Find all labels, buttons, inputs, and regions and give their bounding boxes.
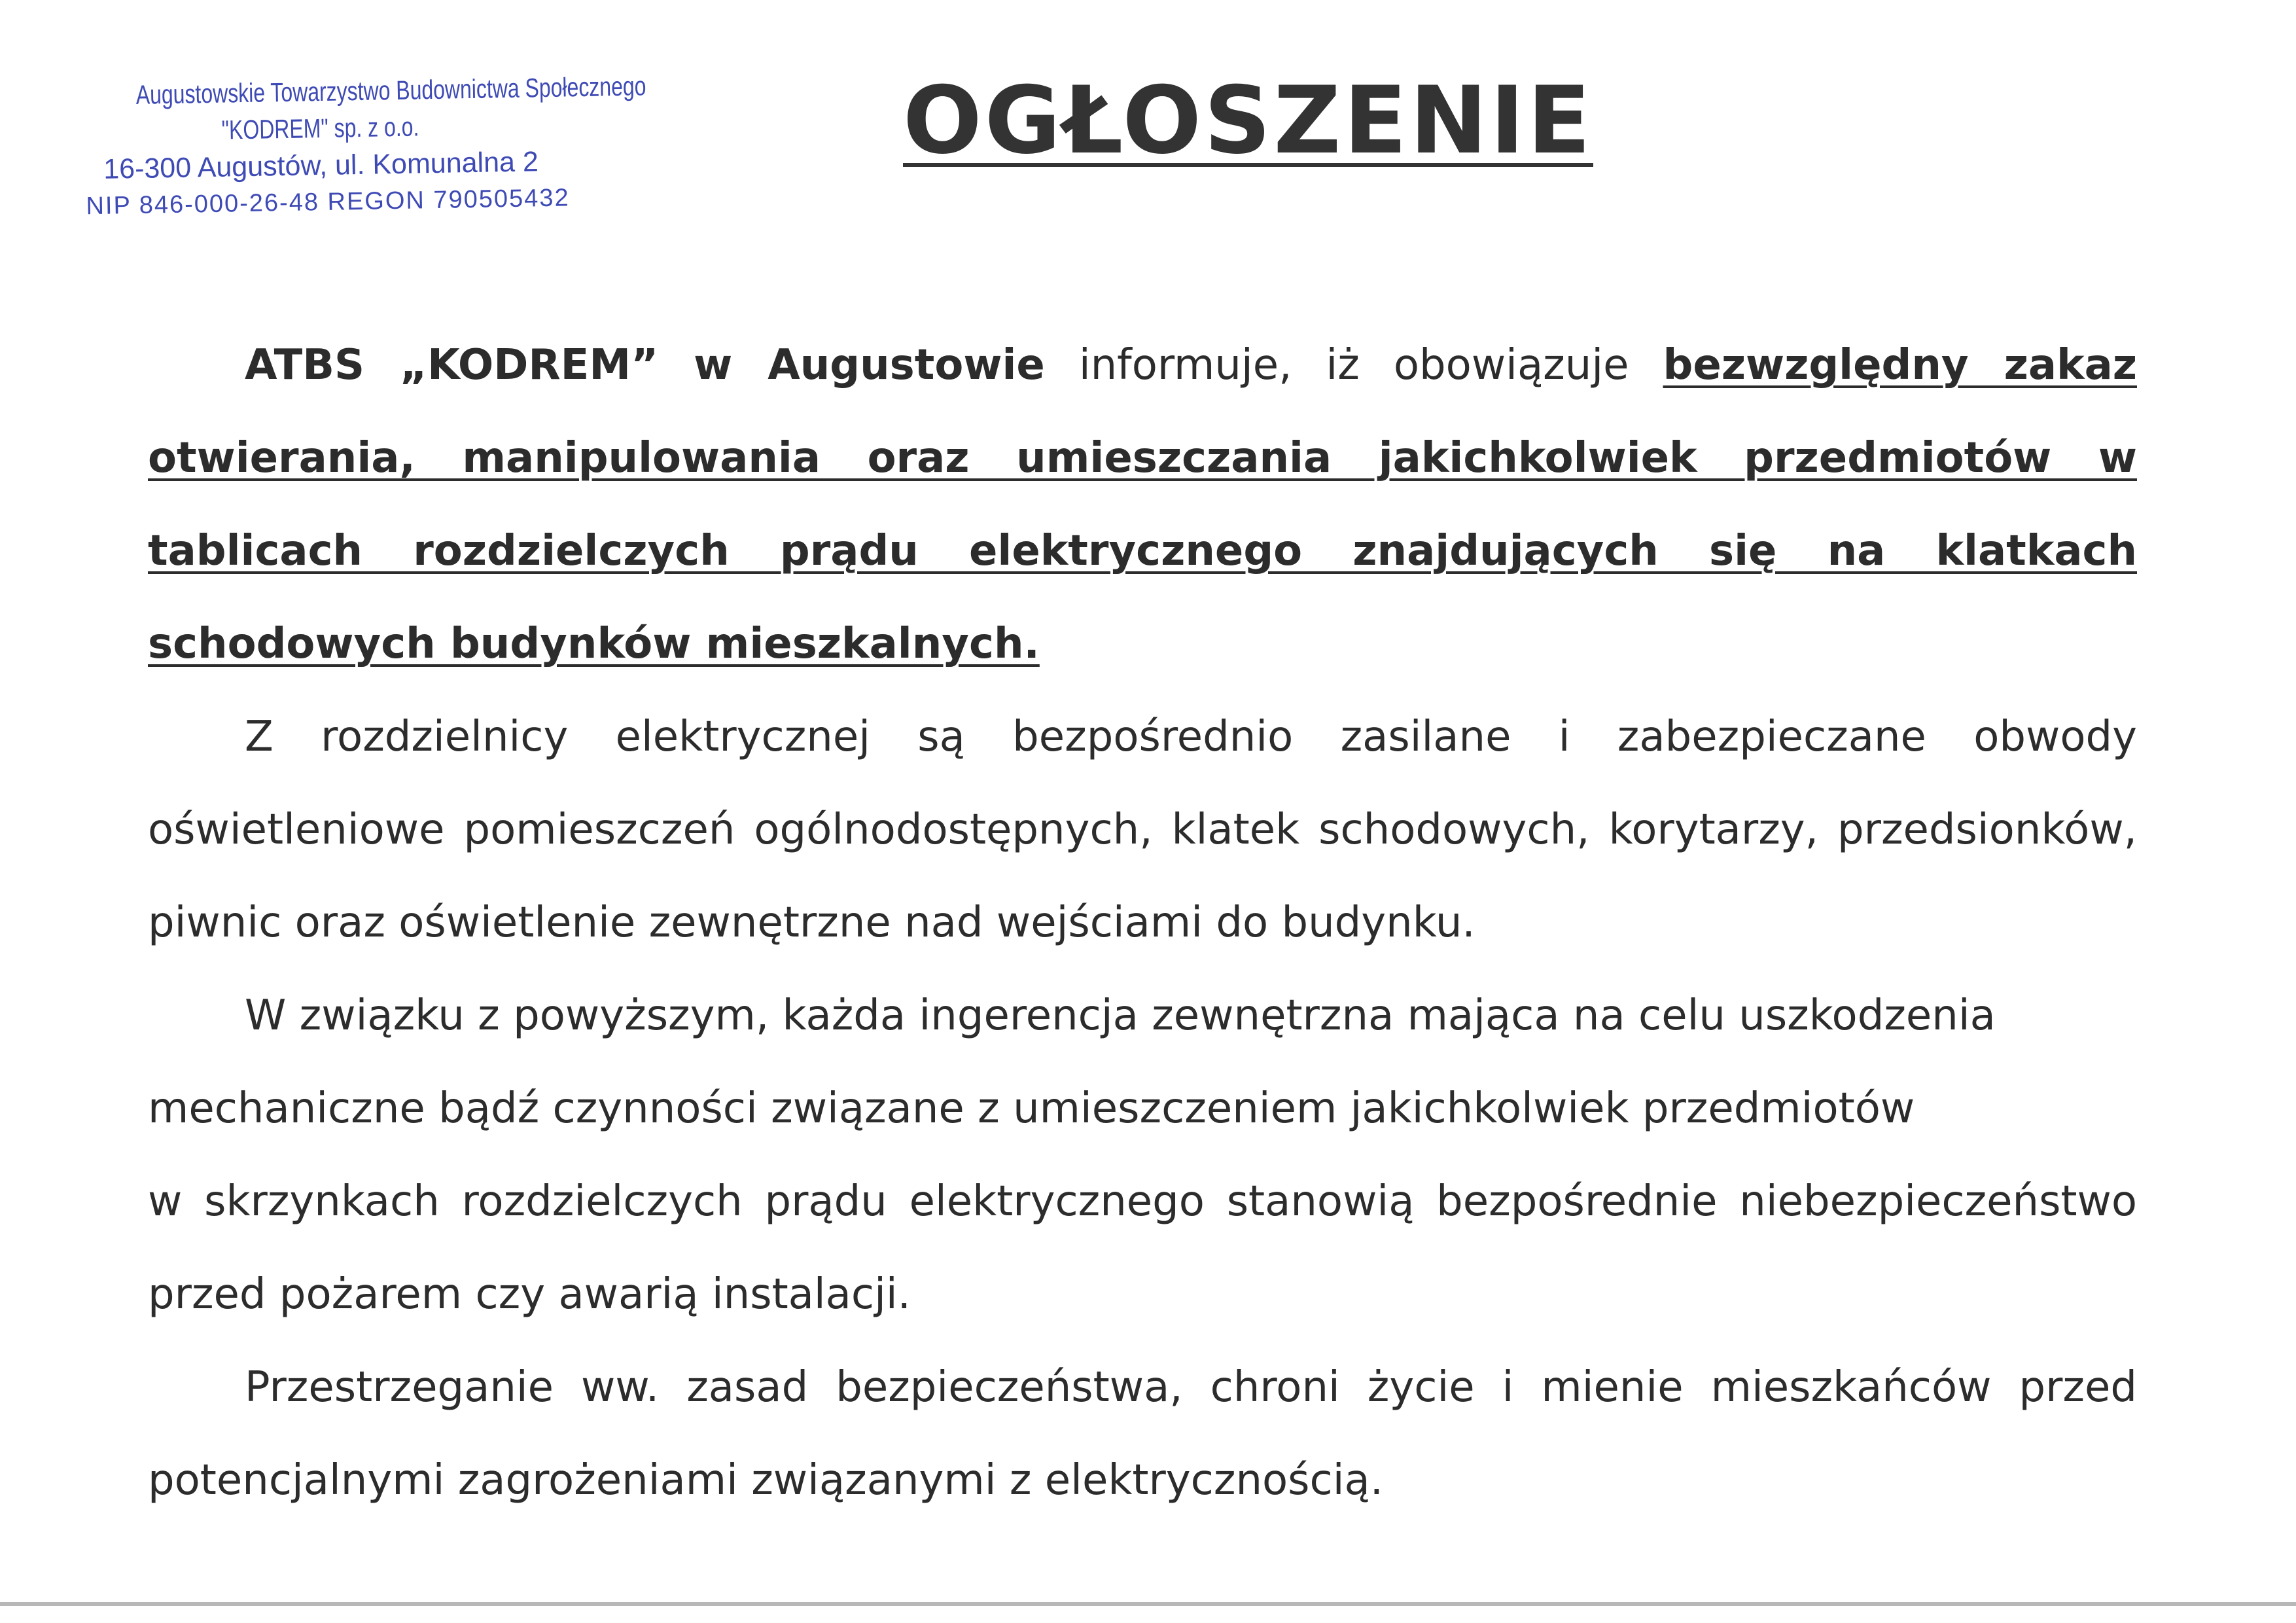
paragraph-danger-part2: w skrzynkach rozdzielczych prądu elektrycznego stanowią bezpośrednie niebezpieczeństwo przed pożarem czy awarią instalacji. [148, 1177, 2137, 1319]
scan-edge-divider [0, 1602, 2296, 1606]
stamp-address: 16-300 Augustów, ul. Komunalna 2 [103, 146, 539, 185]
announcement-body [148, 319, 2137, 1527]
organization-name: ATBS „KODREM” w Augustowie [245, 341, 1045, 389]
company-stamp [84, 69, 646, 224]
stamp-tax-ids: NIP 846-000-26-48 REGON 790505432 [86, 184, 570, 221]
paragraph-circuits: Z rozdzielnicy elektrycznej są bezpośrednio zasilane i zabezpieczane obwody oświetleniowe pomieszczeń ogólnodostępnych, klatek schodowych, korytarzy, przedsionków, piwnic oraz oświetlenie zewnętrzne nad wejściami do budynku. [148, 713, 2137, 947]
paragraph-prohibition [148, 319, 2137, 690]
paragraph-text: informuje, iż obowiązuje [1044, 341, 1663, 389]
paragraph-danger-part1: W związku z powyższym, każda ingerencja zewnętrzna mająca na celu uszkodzenia mechaniczne bądź czynności związane z umieszczeniem jakichkolwiek przedmiotów [148, 991, 1996, 1133]
page-title: OGŁOSZENIE [903, 67, 1594, 175]
stamp-company-name: Augustowskie Towarzystwo Budownictwa Społecznego [135, 71, 646, 110]
prohibition-statement: bezwzględny zakaz otwierania, manipulowania oraz umieszczania jakichkolwiek przedmiotów w tablicach rozdzielczych prądu elektrycznego znajdujących się na klatkach schodowych budynków mieszkalnych. [148, 341, 2137, 668]
stamp-company-form: "KODREM" sp. z o.o. [221, 111, 419, 145]
paragraph-safety: Przestrzeganie ww. zasad bezpieczeństwa, chroni życie i mienie mieszkańców przed potencjalnymi zagrożeniami związanymi z elektrycznością. [148, 1363, 2137, 1505]
